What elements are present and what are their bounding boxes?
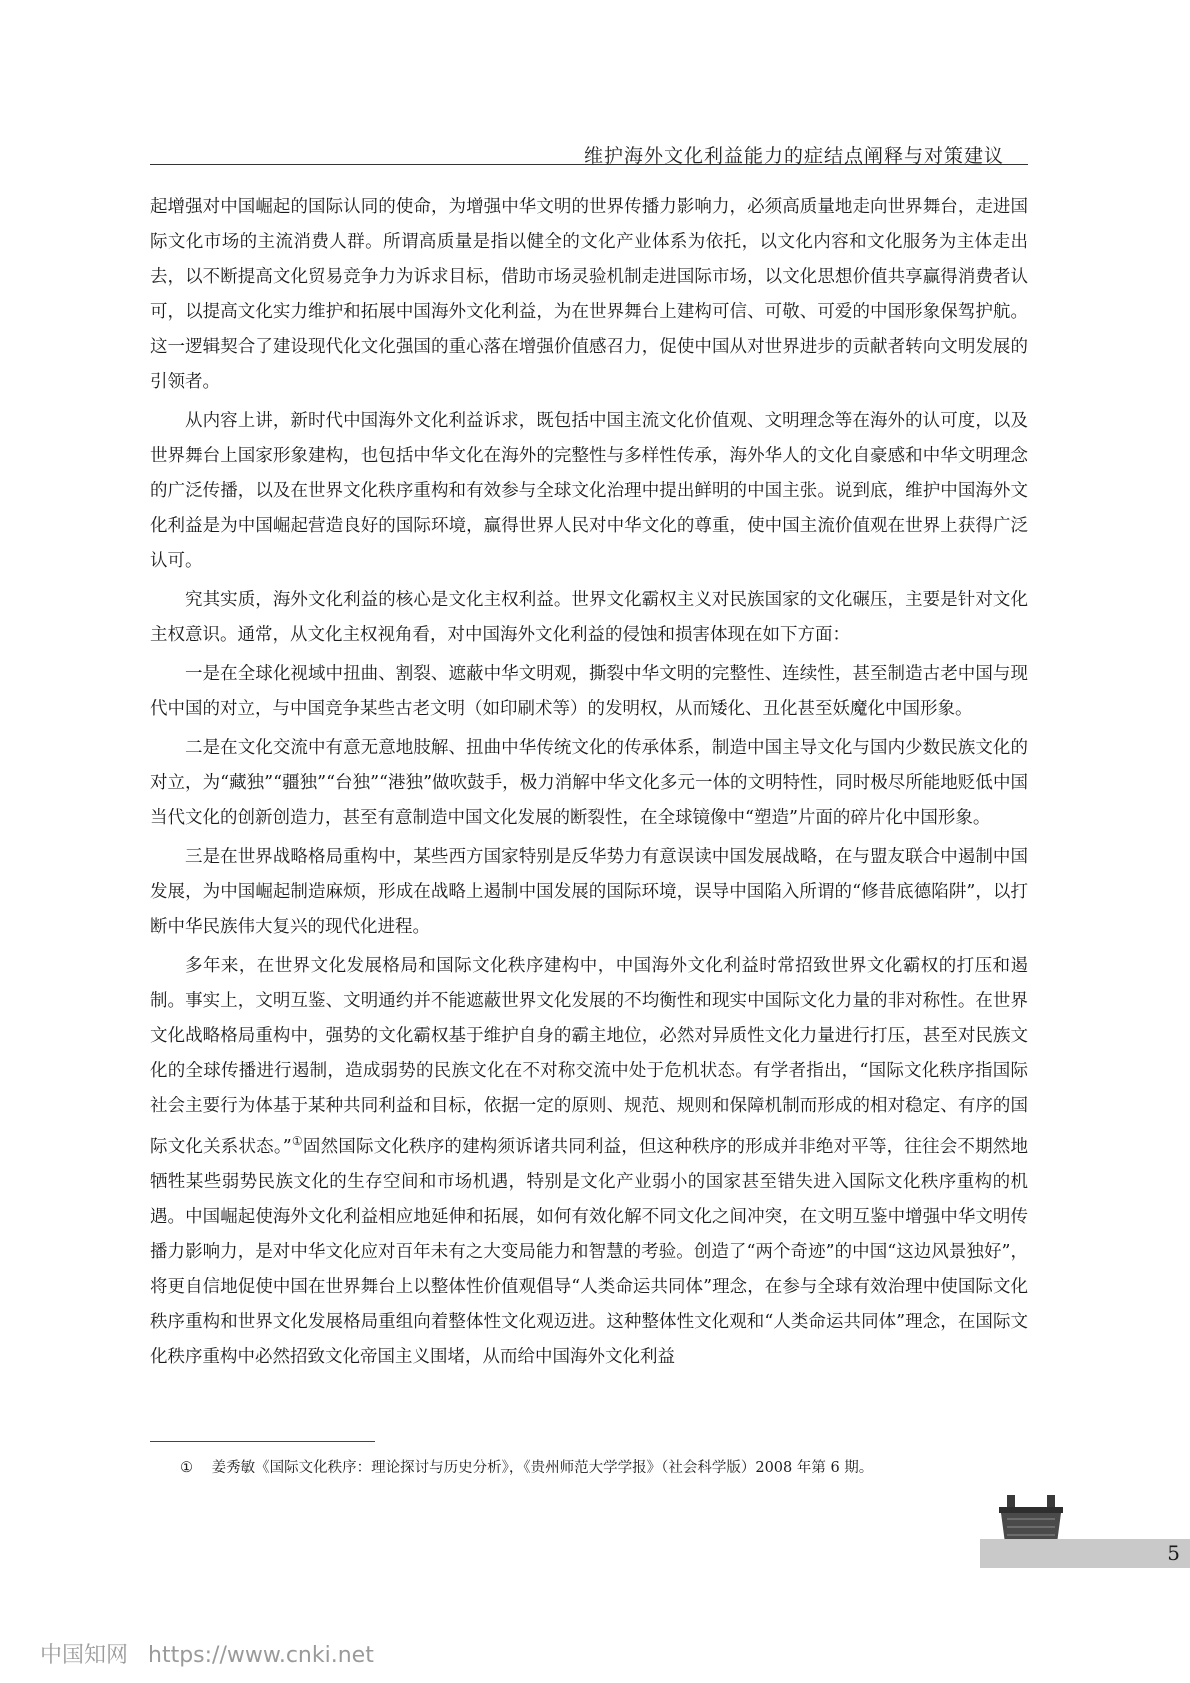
- paragraph: 三是在世界战略格局重构中，某些西方国家特别是反华势力有意误读中国发展战略，在与盟友联合中遏制中国发展，为中国崛起制造麻烦，形成在战略上遏制中国发展的国际环境，误导中国陷入所谓的“修昔底德陷阱”，以打断中华民族伟大复兴的现代化进程。: [150, 847, 1028, 937]
- paragraph: 一是在全球化视域中扭曲、割裂、遮蔽中华文明观，撕裂中华文明的完整性、连续性，甚至制造古老中国与现代中国的对立，与中国竞争某些古老文明（如印刷术等）的发明权，从而矮化、丑化甚至妖魔化中国形象。: [150, 664, 1028, 719]
- watermark-url[interactable]: https://www.cnki.net: [148, 1643, 374, 1668]
- page-number-band: [980, 1539, 1190, 1568]
- paragraph: 从内容上讲，新时代中国海外文化利益诉求，既包括中国主流文化价值观、文明理念等在海外的认可度，以及世界舞台上国家形象建构，也包括中华文化在海外的完整性与多样性传承，海外华人的文化自豪感和中华文明理念的广泛传播，以及在世界文化秩序重构和有效参与全球文化治理中提出鲜明的中国主张。说到底，维护中国海外文化利益是为中国崛起营造良好的国际环境，赢得世界人民对中华文化的尊重，使中国主流价值观在世界上获得广泛认可。: [150, 411, 1028, 571]
- footnote-marker: ①: [180, 1460, 193, 1476]
- paragraph: 二是在文化交流中有意无意地肢解、扭曲中华传统文化的传承体系，制造中国主导文化与国内少数民族文化的对立，为“藏独”“疆独”“台独”“港独”做吹鼓手，极力消解中华文化多元一体的文明特性，同时极尽所能地贬低中国当代文化的创新创造力，甚至有意制造中国文化发展的断裂性，在全球镜像中“塑造”片面的碎片化中国形象。: [150, 738, 1028, 828]
- running-title: 维护海外文化利益能力的症结点阐释与对策建议: [583, 145, 1004, 167]
- watermark-site-name: 中国知网: [40, 1643, 129, 1668]
- watermark: [40, 1638, 374, 1669]
- header-rule: [150, 164, 1028, 165]
- footnote-reference[interactable]: ①: [291, 1134, 303, 1148]
- footnote-rule: [150, 1441, 375, 1442]
- footnote-text: 姜秀敏《国际文化秩序：理论探讨与历史分析》，《贵州师范大学学报》（社会科学版）2008 年第 6 期。: [211, 1460, 874, 1476]
- page-number: 5: [1167, 1541, 1180, 1565]
- footnote: [180, 1456, 1040, 1480]
- paragraph: [150, 949, 1028, 1375]
- article-body: [150, 190, 1028, 1379]
- paragraph: 起增强对中国崛起的国际认同的使命，为增强中华文明的世界传播力影响力，必须高质量地走向世界舞台，走进国际文化市场的主流消费人群。所谓高质量是指以健全的文化产业体系为依托，以文化内容和文化服务为主体走出去，以不断提高文化贸易竞争力为诉求目标，借助市场灵验机制走进国际市场，以文化思想价值共享赢得消费者认可，以提高文化实力维护和拓展中国海外文化利益，为在世界舞台上建构可信、可敬、可爱的中国形象保驾护航。这一逻辑契合了建设现代化文化强国的重心落在增强价值感召力，促使中国从对世界进步的贡献者转向文明发展的引领者。: [150, 197, 1028, 392]
- paragraph-text: 多年来，在世界文化发展格局和国际文化秩序建构中，中国海外文化利益时常招致世界文化霸权的打压和遏制。事实上，文明互鉴、文明通约并不能遮蔽世界文化发展的不均衡性和现实中国际文化力量的非对称性。在世界文化战略格局重构中，强势的文化霸权基于维护自身的霸主地位，必然对异质性文化力量进行打压，甚至对民族文化的全球传播进行遏制，造成弱势的民族文化在不对称交流中处于危机状态。有学者指出，“国际文化秩序指国际社会主要行为体基于某种共同利益和目标，依据一定的原则、规范、规则和保障机制而形成的相对稳定、有序的国际文化关系状态。”: [150, 956, 1028, 1157]
- paragraph-text: 固然国际文化秩序的建构须诉诸共同利益，但这种秩序的形成并非绝对平等，往往会不期然地牺牲某些弱势民族文化的生存空间和市场机遇，特别是文化产业弱小的国家甚至错失进入国际文化秩序重构的机遇。中国崛起使海外文化利益相应地延伸和拓展，如何有效化解不同文化之间冲突，在文明互鉴中增强中华文明传播力影响力，是对中华文化应对百年未有之大变局能力和智慧的考验。创造了“两个奇迹”的中国“这边风景独好”，将更自信地促使中国在世界舞台上以整体性价值观倡导“人类命运共同体”理念，在参与全球有效治理中使国际文化秩序重构和世界文化发展格局重组向着整体性文化观迈进。这种整体性文化观和“人类命运共同体”理念，在国际文化秩序重构中必然招致文化帝国主义围堵，从而给中国海外文化利益: [150, 1136, 1028, 1367]
- paragraph: 究其实质，海外文化利益的核心是文化主权利益。世界文化霸权主义对民族国家的文化碾压，主要是针对文化主权意识。通常，从文化主权视角看，对中国海外文化利益的侵蚀和损害体现在如下方面：: [150, 590, 1028, 645]
